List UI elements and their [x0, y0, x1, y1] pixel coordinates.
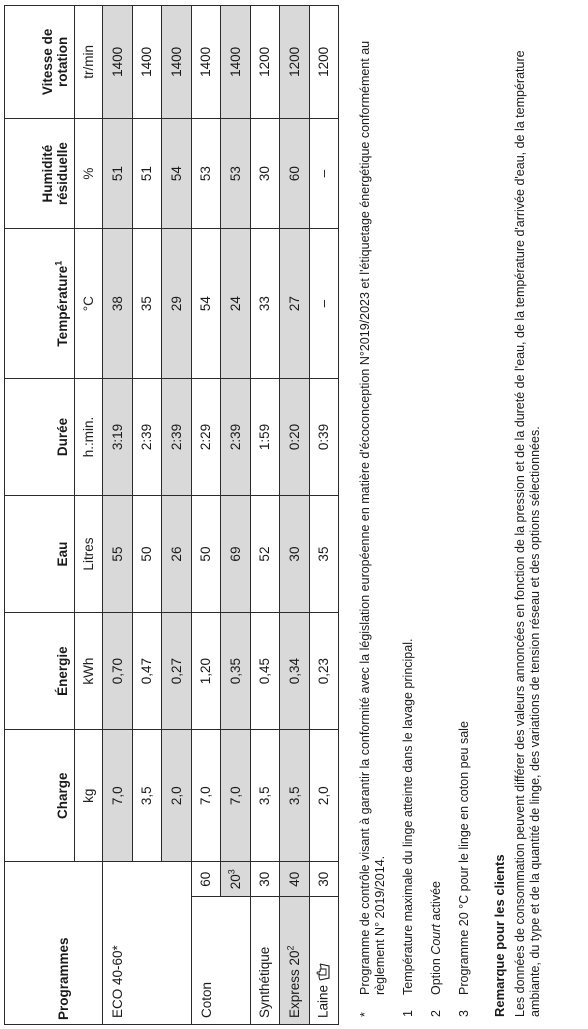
- cell-temperature: 29: [162, 229, 192, 379]
- programme-temp-value: 20: [227, 874, 243, 890]
- cell-humidite: 30: [250, 118, 280, 229]
- cell-humidite: 60: [280, 118, 310, 229]
- footnote-mark: 2: [429, 1010, 443, 1017]
- cell-charge: 7,0: [103, 730, 133, 862]
- table-row: [191, 6, 221, 1025]
- header-humidite-line2: résiduelle: [55, 142, 70, 206]
- remark-title: Remarque pour les clients: [492, 854, 507, 1017]
- units-row: [75, 6, 103, 1025]
- programme-name: Synthétique: [250, 897, 280, 1025]
- footnote: [358, 12, 388, 1017]
- cell-energie: 0,34: [280, 613, 310, 730]
- cell-duree: 2:39: [162, 378, 192, 495]
- header-vitesse-line2: rotation: [55, 36, 70, 88]
- header-humidite: [5, 118, 75, 229]
- footnote-text-after: activée: [429, 881, 443, 925]
- cell-temperature: 33: [250, 229, 280, 379]
- cell-temperature: 54: [191, 229, 221, 379]
- cell-temperature: –: [309, 229, 339, 379]
- header-vitesse-line1: Vitesse de: [40, 28, 55, 96]
- table-row: [280, 6, 310, 1025]
- cell-temperature: 38: [103, 229, 133, 379]
- cell-humidite: 51: [103, 118, 133, 229]
- footnote: [457, 12, 472, 1017]
- cell-charge: 3,5: [250, 730, 280, 862]
- header-row: [5, 6, 75, 1025]
- programme-temp-sup: 3: [226, 869, 237, 875]
- footnote: [429, 12, 444, 1017]
- cell-eau: 35: [309, 496, 339, 613]
- unit-energie: kWh: [75, 613, 103, 730]
- header-charge: Charge: [5, 730, 75, 862]
- footnote: [401, 12, 416, 1017]
- table-row: [103, 6, 133, 1025]
- cell-eau: 55: [103, 496, 133, 613]
- unit-eau: Litres: [75, 496, 103, 613]
- programme-name-text: Laine: [315, 984, 331, 1018]
- cell-duree: 3:19: [103, 378, 133, 495]
- cell-energie: 0,45: [250, 613, 280, 730]
- programme-temp: [221, 862, 251, 897]
- programme-temp: 60: [191, 862, 221, 897]
- cell-duree: 2:29: [191, 378, 221, 495]
- remark-body: Les données de consommation peuvent différer des valeurs annoncées en fonction de la pression et de la dureté de l'eau, de la température d'arrivée d'eau, de la température ambiante, du type et de la quantité de linge, des variations de tension réseau et des options sélectionnées.: [513, 50, 542, 1017]
- programme-name: [280, 897, 310, 1025]
- table-row: [250, 6, 280, 1025]
- footnote-text: [429, 12, 444, 995]
- header-programmes: Programmes: [5, 862, 75, 1025]
- footnote-text-before: Option: [429, 954, 443, 995]
- unit-temperature: °C: [75, 229, 103, 379]
- footnotes: [358, 12, 543, 1017]
- cell-energie: 0,70: [103, 613, 133, 730]
- unit-charge: kg: [75, 730, 103, 862]
- cell-energie: 0,27: [162, 613, 192, 730]
- programme-temp: 40: [280, 862, 310, 897]
- cell-energie: 0,47: [132, 613, 162, 730]
- programme-temp: 30: [309, 862, 339, 897]
- footnote-mark: 3: [457, 1010, 471, 1017]
- cell-duree: 0:20: [280, 378, 310, 495]
- cell-energie: 0,35: [221, 613, 251, 730]
- footnote-mark: *: [358, 1012, 372, 1017]
- footnote-text: Programme de contrôle visant à garantir la conformité avec la législation européenne en matière d'écoconception N°2019/2023 et l'étiquetage énergétique conformément au règlement N° 2019/2014.: [358, 40, 387, 995]
- cell-energie: 1,20: [191, 613, 221, 730]
- cell-vitesse: 1400: [132, 6, 162, 119]
- cell-charge: 3,5: [280, 730, 310, 862]
- programme-temp-empty: [103, 862, 192, 897]
- cell-eau: 50: [132, 496, 162, 613]
- cell-temperature: 35: [132, 229, 162, 379]
- cell-vitesse: 1400: [191, 6, 221, 119]
- programme-name: [309, 897, 339, 1025]
- header-humidite-line1: Humidité: [40, 144, 55, 203]
- cell-charge: 7,0: [221, 730, 251, 862]
- cell-duree: 2:39: [221, 378, 251, 495]
- cell-temperature: 24: [221, 229, 251, 379]
- unit-humidite: %: [75, 118, 103, 229]
- table-row: [221, 6, 251, 1025]
- programme-temp: 30: [250, 862, 280, 897]
- cell-vitesse: 1400: [221, 6, 251, 119]
- header-vitesse: [5, 6, 75, 119]
- table-row: [309, 6, 339, 1025]
- footnote-text: Programme 20 °C pour le linge en coton peu sale: [457, 721, 471, 995]
- header-temperature-sup: 1: [53, 260, 64, 266]
- cell-eau: 30: [280, 496, 310, 613]
- unit-vitesse: tr/min: [75, 6, 103, 119]
- cell-humidite: –: [309, 118, 339, 229]
- cell-vitesse: 1200: [250, 6, 280, 119]
- footnote-text-italic: Court: [429, 924, 443, 955]
- cell-charge: 7,0: [191, 730, 221, 862]
- cell-temperature: 27: [280, 229, 310, 379]
- cell-charge: 2,0: [162, 730, 192, 862]
- units-blank: [75, 862, 103, 1025]
- header-duree: Durée: [5, 378, 75, 495]
- cell-eau: 52: [250, 496, 280, 613]
- consumption-table: [4, 5, 339, 1025]
- cell-energie: 0,23: [309, 613, 339, 730]
- cell-humidite: 54: [162, 118, 192, 229]
- programme-name-text: Express 20: [286, 950, 302, 1018]
- cell-humidite: 51: [132, 118, 162, 229]
- cell-duree: 2:39: [132, 378, 162, 495]
- cell-duree: 0:39: [309, 378, 339, 495]
- header-energie: Énergie: [5, 613, 75, 730]
- wool-hand-wash-icon: [315, 963, 333, 981]
- cell-vitesse: 1200: [280, 6, 310, 119]
- cell-charge: 2,0: [309, 730, 339, 862]
- cell-vitesse: 1400: [162, 6, 192, 119]
- programme-name: Coton: [191, 897, 250, 1025]
- cell-vitesse: 1400: [103, 6, 133, 119]
- header-eau: Eau: [5, 496, 75, 613]
- cell-eau: 50: [191, 496, 221, 613]
- footnote-mark: 1: [401, 1010, 415, 1017]
- cell-humidite: 53: [221, 118, 251, 229]
- cell-charge: 3,5: [132, 730, 162, 862]
- unit-duree: h.:min.: [75, 378, 103, 495]
- header-temperature: [5, 229, 75, 379]
- cell-eau: 69: [221, 496, 251, 613]
- cell-vitesse: 1200: [309, 6, 339, 119]
- programme-name: ECO 40-60*: [103, 897, 192, 1025]
- cell-duree: 1:59: [250, 378, 280, 495]
- programme-name-sup: 2: [285, 945, 296, 951]
- footnote-text: Température maximale du linge atteinte dans le lavage principal.: [401, 638, 415, 995]
- cell-humidite: 53: [191, 118, 221, 229]
- header-temperature-text: Température: [55, 265, 70, 347]
- cell-eau: 26: [162, 496, 192, 613]
